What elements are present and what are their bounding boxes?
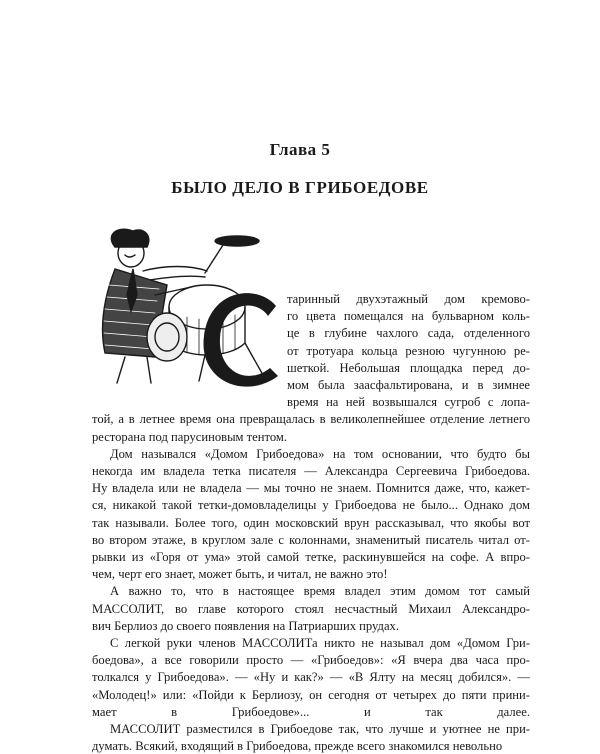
text-line: рывки из «Горя от ума» этой самой тетке, раскинувшейся на софе. А впро- bbox=[92, 550, 530, 564]
text-line: Дом назывался «Домом Грибоедова» на том основании, что будто бы bbox=[110, 446, 530, 461]
text-line: мает в Грибоедове»... и так далее. bbox=[92, 704, 530, 719]
text-line: боедова», а все говорили просто — «Грибоедов»: «Я вчера два часа про- bbox=[92, 653, 530, 668]
text-line: во втором этаже, в круглом зале с колоннами, знаменитый писатель читал от- bbox=[92, 532, 530, 547]
chapter-title: БЫЛО ДЕЛО В ГРИБОЕДОВЕ bbox=[171, 178, 429, 197]
text-line: чем, черт его знает, может быть, и читал, не важно это! bbox=[92, 567, 388, 582]
text-line: думать. Всякий, входящий в Грибоедова, прежде всего знакомился невольно bbox=[92, 739, 503, 754]
text-line: це в глубине чахлого сада, отделенного bbox=[287, 326, 530, 341]
text-line: А важно то, что в настоящее время владел этим домом тот самый bbox=[110, 584, 530, 599]
chapter-heading: Глава 5 bbox=[269, 140, 331, 159]
text-line: «Молодец!» или: «Пойди к Берлиозу, он сегодня от четырех до пяти прини- bbox=[92, 687, 530, 702]
text-line: МАССОЛИТ разместился в Грибоедове так, что лучше и уютнее не при- bbox=[110, 722, 530, 736]
text-line: ресторана под парусиновым тентом. bbox=[92, 429, 288, 444]
text-line: ся, никакой такой тетки-домовладелицы у Грибоедова не было... Однако дом bbox=[92, 498, 530, 513]
text-line: вич Берлиоз до своего появления на Патриарших прудах. bbox=[92, 618, 399, 633]
text-line: мом была заасфальтирована, и в зимнее bbox=[287, 378, 530, 392]
text-line: МАССОЛИТ, во главе которого стоял несчастный Михаил Александро- bbox=[92, 601, 530, 616]
text-line: толкался у Грибоедова». — «Ну и как?» — «В Ялту на месяц добился». — bbox=[92, 670, 530, 685]
text-line: Ну владела или не владела — мы точно не знаем. Помнится даже, что, кажет- bbox=[92, 481, 530, 496]
text-line: го цвета помещался на бульварном коль- bbox=[287, 309, 530, 324]
text-line: шеткой. Небольшая площадка перед до- bbox=[287, 360, 530, 375]
text-line: от тротуара кольца резною чугунною ре- bbox=[287, 343, 530, 358]
dropcap-letter bbox=[96, 184, 284, 396]
text-line: время на ней возвышался сугроб с лопа- bbox=[287, 395, 530, 410]
text-line: некогда им владела тетка писателя — Александра Сергеевича Грибоедова. bbox=[92, 464, 530, 478]
text-line: так называли. Более того, один московский врун рассказывал, что якобы вот bbox=[92, 515, 530, 530]
text-line: той, а в летнее время она превращалась в великолепнейшее отделение летнего bbox=[92, 412, 530, 427]
text-line: таринный двухэтажный дом кремово- bbox=[287, 292, 530, 306]
dropcap-text: С bbox=[96, 184, 97, 185]
text-line: С легкой руки членов МАССОЛИТа никто не называл дом «Домом Гри- bbox=[110, 636, 530, 650]
